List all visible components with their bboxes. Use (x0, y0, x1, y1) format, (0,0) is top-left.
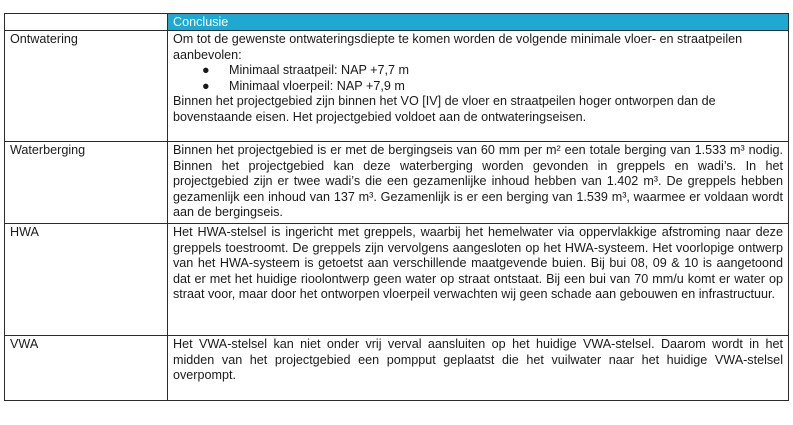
row-label-ontwatering: Ontwatering (5, 31, 168, 142)
bullet-icon: ● (202, 78, 210, 93)
bullet-value: NAP +7,7 m (341, 63, 410, 78)
header-empty-cell (5, 14, 168, 31)
row-text-waterberging (168, 142, 789, 224)
peil-list (173, 63, 783, 94)
row-text-vwa (168, 336, 789, 401)
vwa-text: Het VWA-stelsel kan niet onder vrij verval aansluiten op het huidige VWA-stelsel. Daarom wordt in het midden van het projectgebied een pompput geplaatst die het vuilwater naar het huidige VWA-stelsel overpompt. (173, 337, 783, 383)
bullet-value: NAP +7,9 m (336, 78, 405, 93)
table-row (5, 31, 789, 142)
ontwatering-outro: Binnen het projectgebied zijn binnen het VO [IV] de vloer en straatpeilen hoger ontworpen dan de bovenstaande eisen. Het projectgebied voldoet aan de ontwateringseisen. (173, 94, 716, 124)
ontwatering-intro: Om tot de gewenste ontwateringsdiepte te komen worden de volgende minimale vloer- en straatpeilen aanbevolen: (173, 32, 743, 62)
row-label-vwa: VWA (5, 336, 168, 401)
waterberging-text: Binnen het projectgebied is er met de bergingseis van 60 mm per m² een totale berging van 1.533 m³ nodig. Binnen het projectgebied kan deze waterberging worden gevonden in greppels en wadi’s. In het projectgebied zijn er twee wadi’s die een gezamenlijke inhoud hebben van 1.402 m³. De greppels hebben gezamenlijk een inhoud van 137 m³. Gezamenlijk is er een berging van 1.539 m³, waarmee er voldaan wordt aan de bergingseis. (173, 143, 783, 220)
bullet-icon: ● (202, 63, 210, 78)
table-row (5, 336, 789, 401)
list-item (202, 78, 783, 95)
table-row (5, 142, 789, 224)
conclusion-table (4, 13, 789, 401)
table-header-row (5, 14, 789, 31)
row-text-ontwatering (168, 31, 789, 142)
row-label-waterberging: Waterberging (5, 142, 168, 224)
bullet-name: Minimaal vloerpeil: (229, 78, 334, 93)
list-item (202, 63, 783, 79)
hwa-text: Het HWA-stelsel is ingericht met greppels, waarbij het hemelwater via oppervlakkige afstroming naar deze greppels toestroomt. De greppels zijn vervolgens aangesloten op het HWA-systeem. Het voorlopige ontwerp van het HWA-systeem is getoetst aan verschillende maatgevende buien. Bij bui 08, 09 & 10 is aangetoond dat er met het huidige rioolontwerp geen water op straat ontstaat. Bij een bui van 70 mm/u komt er water op straat voor, maar door het ontworpen vloerpeil verwachten wij geen schade aan gebouwen en infrastructuur. (173, 225, 783, 302)
row-label-hwa: HWA (5, 224, 168, 336)
table-row (5, 224, 789, 336)
row-text-hwa (168, 224, 789, 336)
header-conclusie: Conclusie (168, 14, 789, 31)
bullet-name: Minimaal straatpeil: (229, 63, 338, 78)
